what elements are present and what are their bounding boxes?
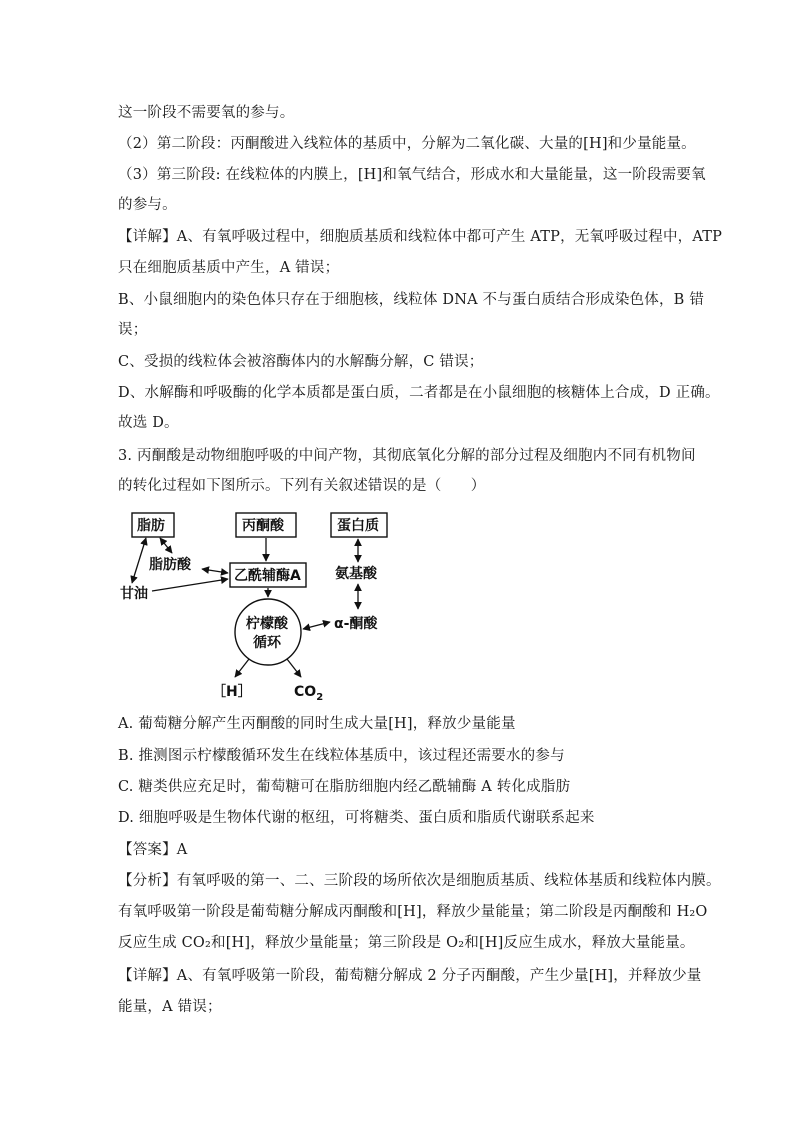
glycerol-label: 甘油	[120, 586, 148, 602]
metabolism-diagram	[118, 505, 398, 705]
h-product-label: ［H］	[212, 684, 252, 700]
question-stem: 3. 丙酮酸是动物细胞呼吸的中间产物，其彻底氧化分解的部分过程及细胞内不同有机物间	[118, 448, 696, 464]
arrow-cycle-to-h	[235, 659, 249, 677]
text-line: C、受损的线粒体会被溶酶体内的水解酶分解，C 错误；	[118, 354, 484, 370]
text-line: 的参与。	[118, 197, 177, 213]
arrow-cycle-ketoacid	[303, 622, 330, 629]
text-line: D、水解酶和呼吸酶的化学本质都是蛋白质，二者都是在小鼠细胞的核糖体上合成，D 正确。	[118, 385, 720, 401]
text-line: 误；	[118, 322, 148, 338]
arrow-fat-glycerol	[132, 538, 146, 583]
co2-product-label: $CO_2$	[294, 684, 324, 703]
arrow-fattyacid-acetyl	[202, 569, 228, 573]
question-stem: 的转化过程如下图所示。下列有关叙述错误的是（ ）	[118, 478, 486, 494]
detail-line: 【详解】A、有氧呼吸第一阶段，葡萄糖分解成 2 分子丙酮酸，产生少量[H]，并释放少量	[118, 968, 702, 984]
text-line: （2）第二阶段：丙酮酸进入线粒体的基质中，分解为二氧化碳、大量的[H]和少量能量。	[118, 136, 696, 152]
amino-acid-label: 氨基酸	[335, 566, 377, 582]
option-b: B. 推测图示柠檬酸循环发生在线粒体基质中，该过程还需要水的参与	[118, 748, 565, 764]
arrow-cycle-to-co2	[287, 659, 301, 677]
answer-line: 【答案】A	[118, 842, 188, 858]
protein-label: 蛋白质	[337, 518, 379, 534]
citric-acid-cycle-circle	[235, 599, 301, 665]
text-line: （3）第三阶段: 在线粒体的内膜上，[H]和氧气结合，形成水和大量能量，这一阶段需要氧	[118, 167, 706, 183]
cycle-label-line1: 柠檬酸	[246, 616, 288, 632]
arrow-fat-fattyacid	[160, 538, 172, 553]
cycle-label-line2: 循环	[253, 635, 281, 651]
fat-label: 脂肪	[137, 518, 165, 534]
analysis-line: 反应生成 CO₂和[H]，释放少量能量；第三阶段是 O₂和[H]反应生成水，释放大量能量。	[118, 935, 695, 951]
text-line: 【详解】A、有氧呼吸过程中，细胞质基质和线粒体中都可产生 ATP，无氧呼吸过程中，ATP	[118, 229, 723, 245]
analysis-line: 有氧呼吸第一阶段是葡萄糖分解成丙酮酸和[H]，释放少量能量；第二阶段是丙酮酸和 H₂O	[118, 904, 708, 920]
analysis-line: 【分析】有氧呼吸的第一、二、三阶段的场所依次是细胞质基质、线粒体基质和线粒体内膜。	[118, 873, 721, 889]
detail-line: 能量，A 错误；	[118, 999, 222, 1015]
text-line: 故选 D。	[118, 415, 179, 431]
text-line: B、小鼠细胞内的染色体只存在于细胞核，线粒体 DNA 不与蛋白质结合形成染色体，B 错	[118, 292, 705, 308]
text-line: 这一阶段不需要氧的参与。	[118, 105, 295, 121]
text-line: 只在细胞质基质中产生，A 错误；	[118, 260, 340, 276]
alpha-keto-acid-label: α-酮酸	[334, 616, 378, 632]
option-d: D. 细胞呼吸是生物体代谢的枢纽，可将糖类、蛋白质和脂质代谢联系起来	[118, 810, 595, 826]
option-a: A. 葡萄糖分解产生丙酮酸的同时生成大量[H]，释放少量能量	[118, 716, 516, 732]
pyruvate-label: 丙酮酸	[242, 518, 284, 534]
fatty-acid-label: 脂肪酸	[149, 557, 191, 573]
acetyl-coa-label: 乙酰辅酶A	[234, 568, 301, 584]
arrow-glycerol-acetyl	[152, 579, 228, 591]
option-c: C. 糖类供应充足时，葡萄糖可在脂肪细胞内经乙酰辅酶 A 转化成脂肪	[118, 779, 571, 795]
